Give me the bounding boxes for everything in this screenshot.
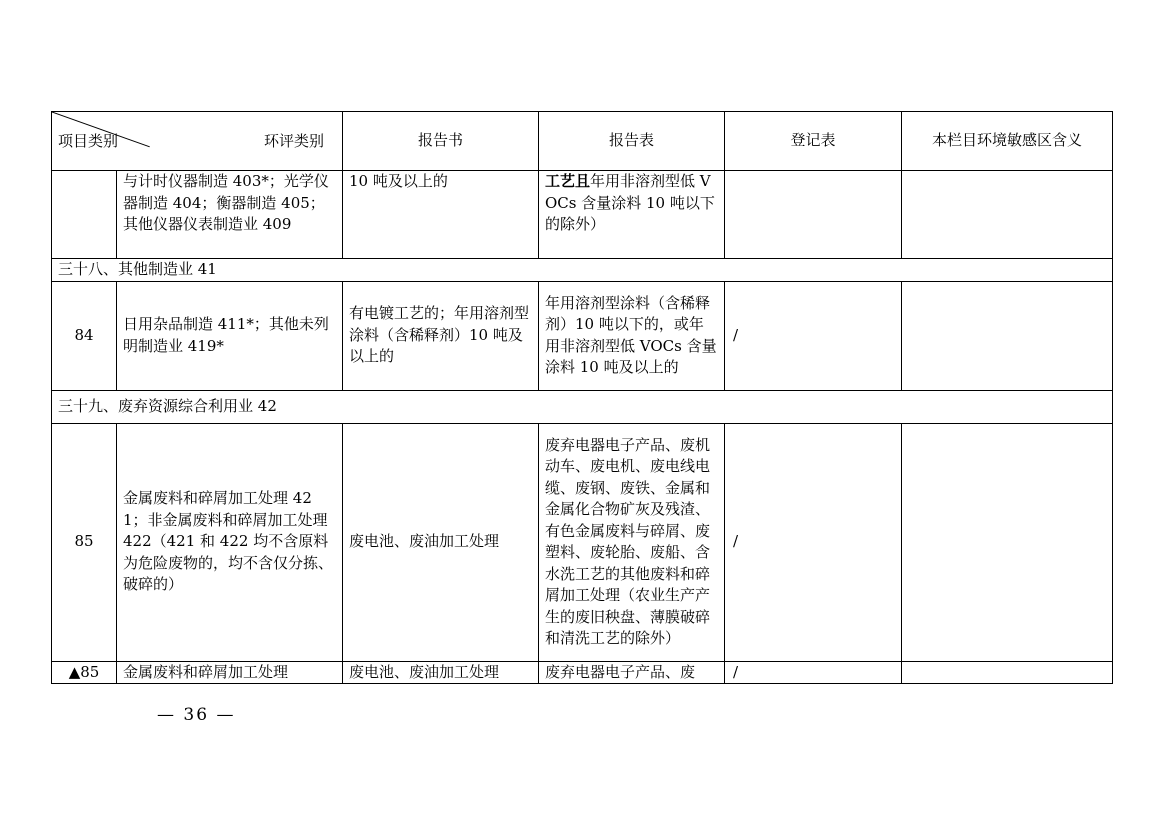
table-row-continued [52, 171, 1113, 259]
header-report-book: 报告书 [343, 112, 539, 171]
section-title: 三十九、废弃资源综合利用业 42 [52, 390, 1113, 423]
report-form-bold-text: 工艺且 [545, 172, 591, 190]
header-sensitive-area: 本栏目环境敏感区含义 [902, 112, 1113, 171]
section-row-39 [52, 390, 1113, 423]
report-form-cell [539, 171, 725, 259]
header-project-category: 项目类别 [58, 132, 119, 150]
report-form-cell: 废弃电器电子产品、废 [539, 661, 725, 684]
row-number: 84 [52, 281, 117, 390]
report-book-cell: 10 吨及以上的 [343, 171, 539, 259]
sensitive-cell [902, 281, 1113, 390]
register-cell: / [725, 281, 902, 390]
table-row-85 [52, 423, 1113, 661]
environmental-classification-table [51, 111, 1113, 684]
row-number [52, 171, 117, 259]
register-cell: / [725, 423, 902, 661]
sensitive-cell [902, 661, 1113, 684]
table-row-triangle-85 [52, 661, 1113, 684]
row-number: ▲85 [52, 661, 117, 684]
diagonal-header-cell [52, 112, 343, 171]
section-title: 三十八、其他制造业 41 [52, 259, 1113, 282]
report-form-cell: 废弃电器电子产品、废机动车、废电机、废电线电缆、废钢、废铁、金属和金属化合物矿灰及残渣、有色金属废料与碎屑、废塑料、废轮胎、废船、含水洗工艺的其他废料和碎屑加工处理（农业生产产生的废旧秧盘、薄膜破碎和清洗工艺的除外） [539, 423, 725, 661]
sensitive-cell [902, 423, 1113, 661]
header-eia-category: 环评类别 [263, 132, 324, 150]
report-form-text: 年用非溶剂型低 VOCs 含量涂料 10 吨以下的除外） [545, 172, 715, 233]
table-row-84 [52, 281, 1113, 390]
register-cell [725, 171, 902, 259]
category-cell: 日用杂品制造 411*；其他未列明制造业 419* [117, 281, 343, 390]
page-number: — 36 — [157, 705, 236, 725]
category-cell: 与计时仪器制造 403*；光学仪器制造 404；衡器制造 405；其他仪器仪表制造业 409 [117, 171, 343, 259]
category-cell: 金属废料和碎屑加工处理 [117, 661, 343, 684]
section-row-38 [52, 259, 1113, 282]
header-register-form: 登记表 [725, 112, 902, 171]
row-number: 85 [52, 423, 117, 661]
header-report-form: 报告表 [539, 112, 725, 171]
category-cell: 金属废料和碎屑加工处理 421；非金属废料和碎屑加工处理 422（421 和 422 均不含原料为危险废物的，均不含仅分拣、破碎的） [117, 423, 343, 661]
header-row [52, 112, 1113, 171]
report-book-cell: 有电镀工艺的；年用溶剂型涂料（含稀释剂）10 吨及以上的 [343, 281, 539, 390]
report-book-cell: 废电池、废油加工处理 [343, 661, 539, 684]
report-book-cell: 废电池、废油加工处理 [343, 423, 539, 661]
report-form-cell: 年用溶剂型涂料（含稀释剂）10 吨以下的，或年用非溶剂型低 VOCs 含量涂料 10 吨及以上的 [539, 281, 725, 390]
sensitive-cell [902, 171, 1113, 259]
register-cell: / [725, 661, 902, 684]
